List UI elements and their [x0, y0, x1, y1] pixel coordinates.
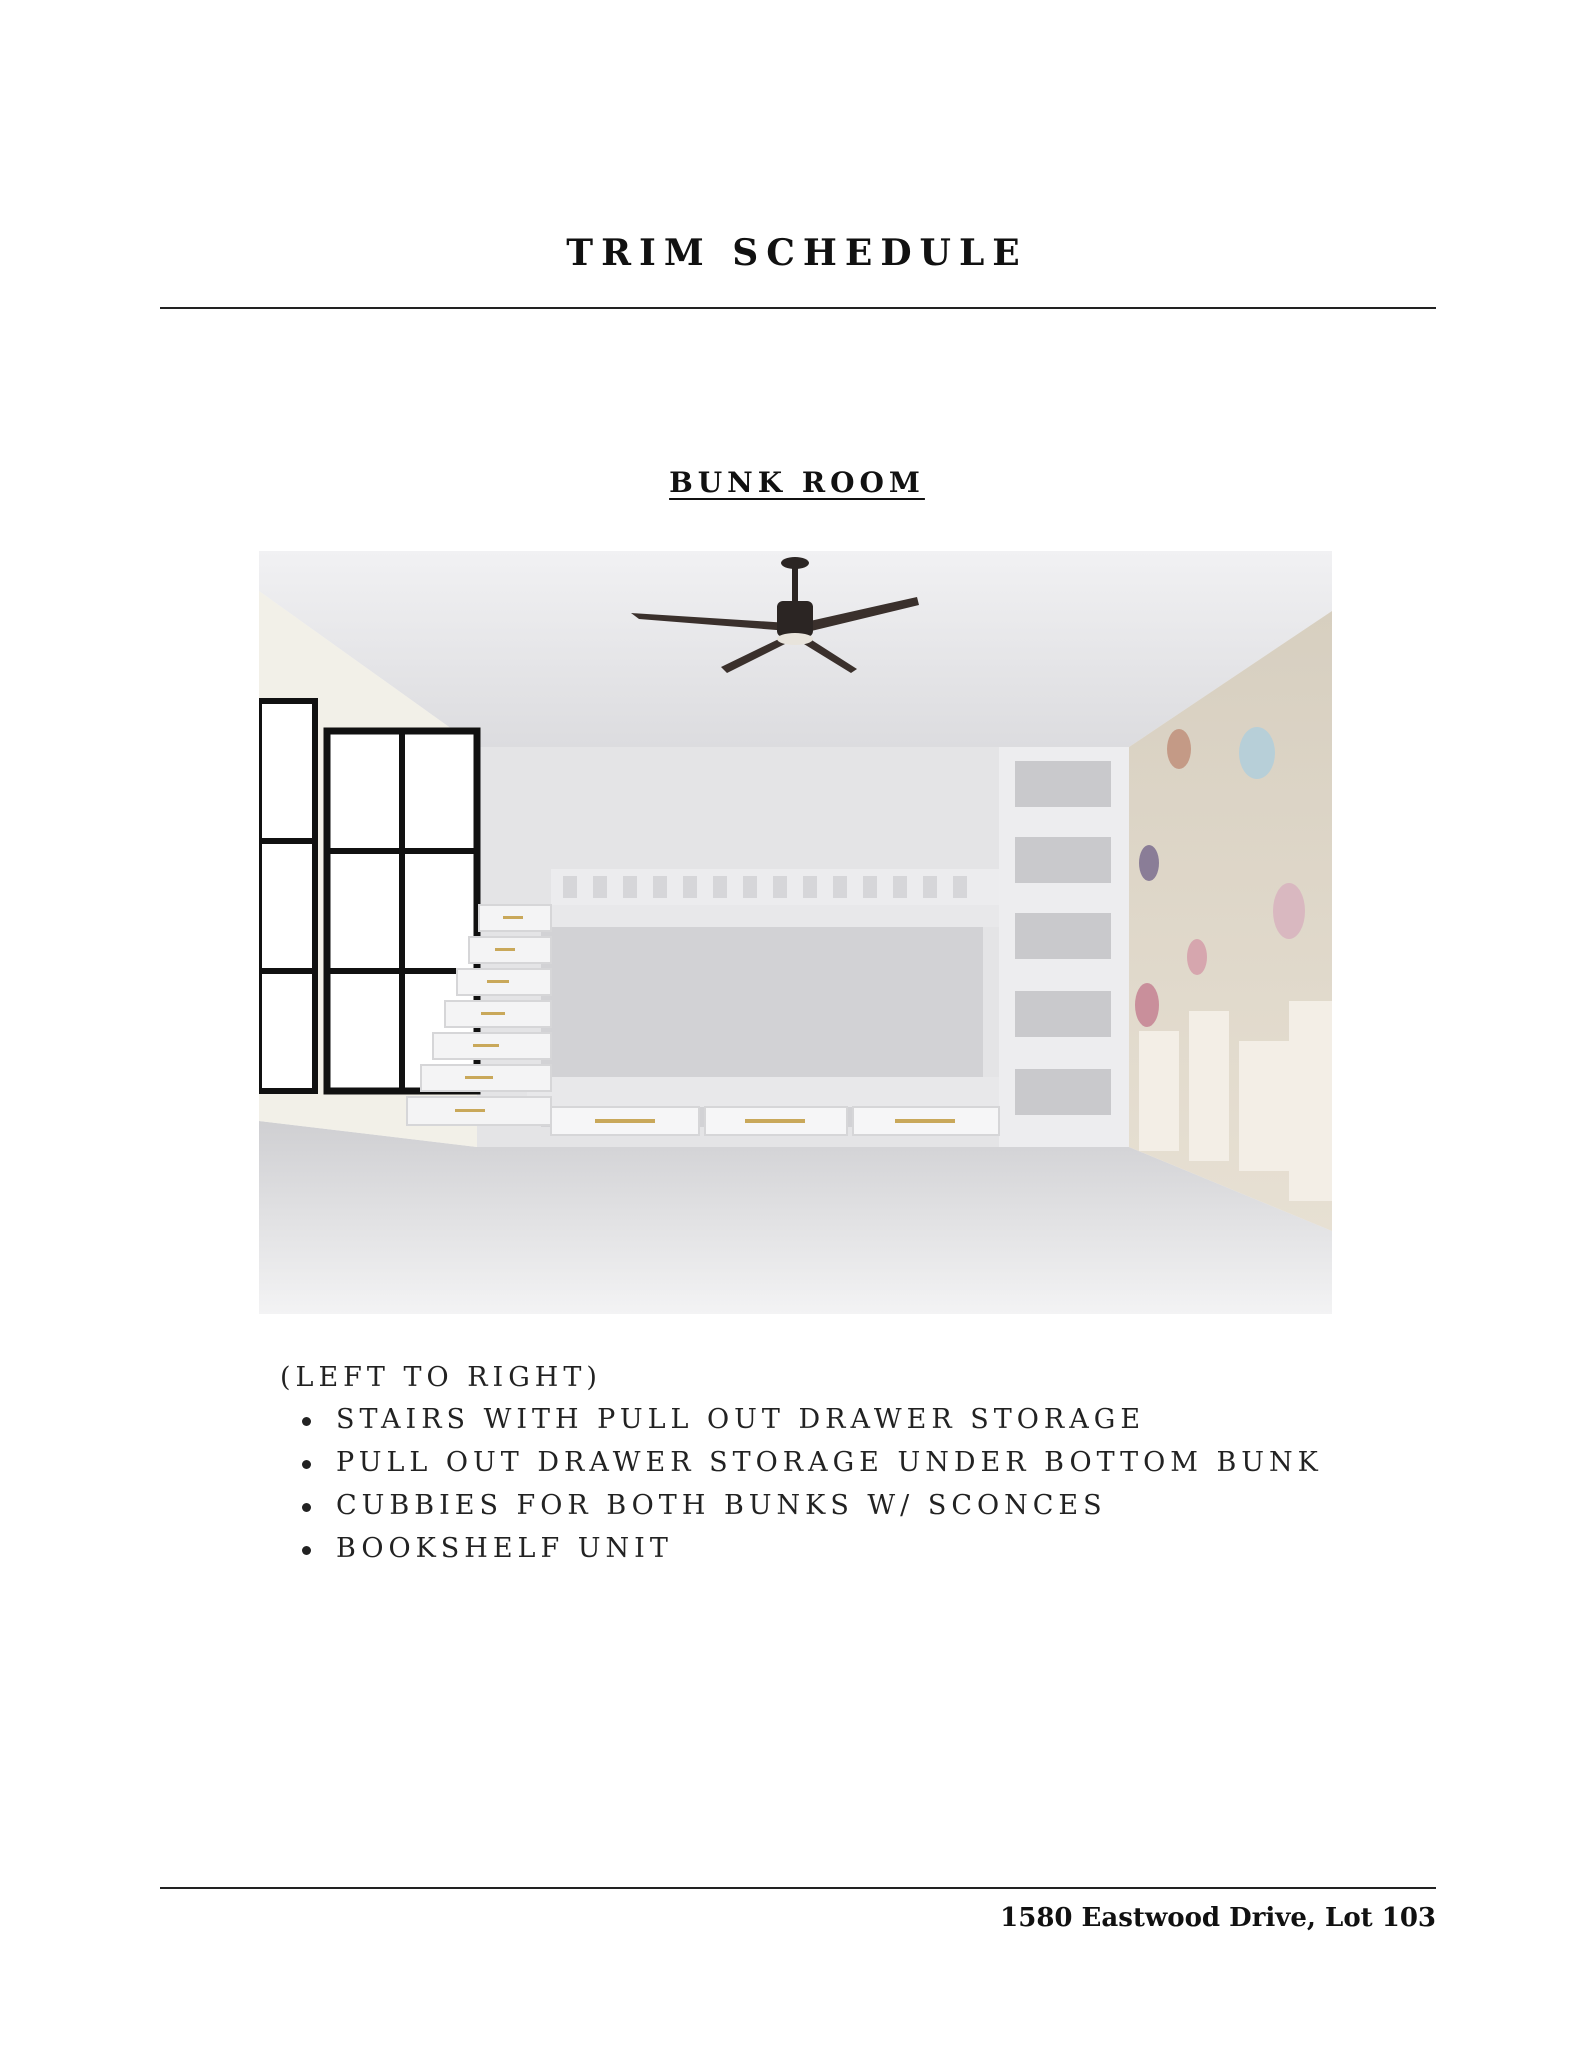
- notes-lead: (LEFT TO RIGHT): [280, 1362, 602, 1393]
- notes-list: [280, 1405, 1323, 1564]
- section-title: [0, 466, 1594, 499]
- notes: [280, 1362, 1323, 1577]
- footer-address: 1580 Eastwood Drive, Lot 103: [1000, 1903, 1436, 1933]
- top-divider: [160, 307, 1436, 309]
- list-item: [302, 1448, 1323, 1478]
- bullet-icon: [302, 1417, 311, 1426]
- bullet-icon: [302, 1503, 311, 1512]
- room-illustration: [259, 551, 1332, 1314]
- list-item: [302, 1491, 1323, 1521]
- list-item-text: STAIRS WITH PULL OUT DRAWER STORAGE: [336, 1404, 1146, 1435]
- bullet-icon: [302, 1546, 311, 1555]
- list-item-text: BOOKSHELF UNIT: [336, 1533, 673, 1564]
- bunk-room-rendering: [259, 551, 1332, 1314]
- page-title: TRIM SCHEDULE: [566, 232, 1028, 274]
- bottom-divider: [160, 1887, 1436, 1889]
- list-item: [302, 1405, 1323, 1435]
- section-title-text: BUNK ROOM: [669, 466, 925, 499]
- list-item-text: CUBBIES FOR BOTH BUNKS W/ SCONCES: [336, 1490, 1107, 1521]
- list-item-text: PULL OUT DRAWER STORAGE UNDER BOTTOM BUNK: [336, 1447, 1323, 1478]
- list-item: [302, 1534, 1323, 1564]
- bullet-icon: [302, 1460, 311, 1469]
